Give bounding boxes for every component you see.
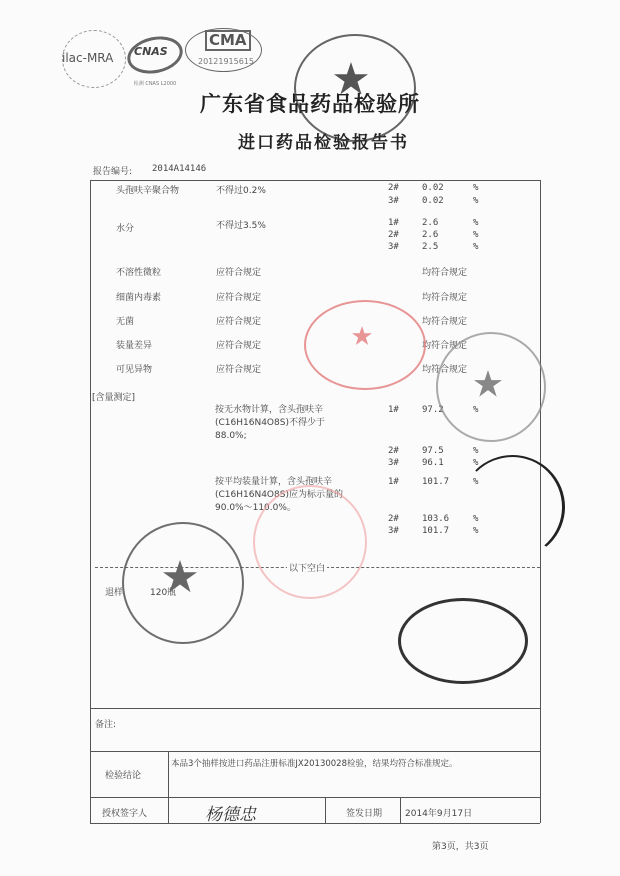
- result-value: 0.02: [422, 196, 444, 206]
- cnas-logo-text: CNAS: [134, 45, 168, 58]
- unit: %: [473, 196, 479, 206]
- returned-sample-label: 退样: [105, 588, 124, 598]
- result-value: 2.5: [422, 242, 439, 252]
- test-standard: 应符合规定: [216, 365, 262, 375]
- cma-logo-text: CMA: [205, 30, 251, 51]
- signature: 杨德忠: [205, 805, 256, 825]
- result-value: 101.7: [422, 526, 450, 536]
- test-standard: 应符合规定: [216, 268, 262, 278]
- batch: 2#: [388, 514, 399, 524]
- test-name: 细菌内毒素: [116, 293, 162, 303]
- batch: 1#: [388, 218, 399, 228]
- test-name: 装量差异: [116, 341, 153, 351]
- result-value: 97.5: [422, 446, 444, 456]
- batch: 2#: [388, 183, 399, 193]
- test-standard: 不得过0.2%: [216, 186, 266, 196]
- result-value: 103.6: [422, 514, 450, 524]
- report-no: 2014A14146: [152, 164, 207, 174]
- assay-standard: 按平均装量计算，含头孢呋辛(C16H16N4O8S)应为标示量的90.0%～110.0%。: [215, 477, 343, 513]
- gray-stamp-star-icon: [474, 370, 502, 398]
- pharma-stamp-star-icon: [163, 560, 197, 594]
- batch: 1#: [388, 405, 399, 415]
- test-result: 均符合规定: [422, 365, 468, 375]
- unit: %: [473, 477, 479, 487]
- test-standard: 应符合规定: [216, 293, 262, 303]
- red-stamp-star-icon: [352, 326, 372, 346]
- assay-standard: 按无水物计算，含头孢呋辛(C16H16N4O8S)不得少于88.0%;: [215, 405, 325, 441]
- page-info: 第3页，共3页: [432, 842, 489, 852]
- conclusion-label: 检验结论: [105, 771, 142, 781]
- test-name: 可见异物: [116, 365, 153, 375]
- test-result: 均符合规定: [422, 293, 468, 303]
- batch: 2#: [388, 446, 399, 456]
- test-name: 不溶性微粒: [116, 268, 162, 278]
- test-name: 头孢呋辛聚合物: [116, 186, 180, 196]
- batch: 3#: [388, 526, 399, 536]
- test-standard: 应符合规定: [216, 341, 262, 351]
- report-title: 进口药品检验报告书: [238, 133, 409, 153]
- unit: %: [473, 230, 479, 240]
- seal-star-icon: [334, 62, 368, 96]
- test-name: 无菌: [116, 317, 135, 327]
- assay-section-label: [含量测定]: [92, 393, 136, 403]
- result-value: 0.02: [422, 183, 444, 193]
- cma-number: 20121915615: [198, 57, 254, 66]
- remarks-label: 备注:: [95, 720, 117, 730]
- test-result: 均符合规定: [422, 268, 468, 278]
- red-company-stamp: [253, 485, 367, 599]
- test-standard: 应符合规定: [216, 317, 262, 327]
- unit: %: [473, 218, 479, 228]
- test-result: 均符合规定: [422, 317, 468, 327]
- batch: 3#: [388, 458, 399, 468]
- result-value: 97.2: [422, 405, 444, 415]
- batch: 1#: [388, 477, 399, 487]
- ilac-mra-logo-text: ilac-MRA: [62, 51, 114, 65]
- result-value: 96.1: [422, 458, 444, 468]
- issue-date-label: 签发日期: [346, 809, 383, 819]
- signatory-label: 授权签字人: [102, 809, 148, 819]
- result-value: 2.6: [422, 218, 439, 228]
- blank-below-label: 以下空白: [287, 561, 327, 574]
- unit: %: [473, 405, 479, 415]
- unit: %: [473, 526, 479, 536]
- test-result: 均符合规定: [422, 341, 468, 351]
- result-value: 101.7: [422, 477, 450, 487]
- unit: %: [473, 183, 479, 193]
- cnas-sub: 检测 CNAS L2000: [133, 81, 177, 87]
- unit: %: [473, 242, 479, 252]
- returned-sample-value: 120瓶: [150, 588, 177, 598]
- test-name: 水分: [116, 224, 135, 234]
- port-inspection-stamp: [460, 455, 565, 559]
- unit: %: [473, 458, 479, 468]
- report-no-label: 报告编号:: [93, 167, 133, 177]
- quality-dept-oval-stamp: [398, 598, 528, 684]
- test-standard: 不得过3.5%: [216, 221, 266, 231]
- conclusion-text: 本品3个抽样按进口药品注册标准JX20130028检验，结果均符合标准规定。: [171, 759, 458, 769]
- result-value: 2.6: [422, 230, 439, 240]
- institute-name: 广东省食品药品检验所: [200, 91, 420, 116]
- batch: 3#: [388, 196, 399, 206]
- issue-date: 2014年9月17日: [405, 809, 473, 819]
- unit: %: [473, 446, 479, 456]
- batch: 3#: [388, 242, 399, 252]
- unit: %: [473, 514, 479, 524]
- batch: 2#: [388, 230, 399, 240]
